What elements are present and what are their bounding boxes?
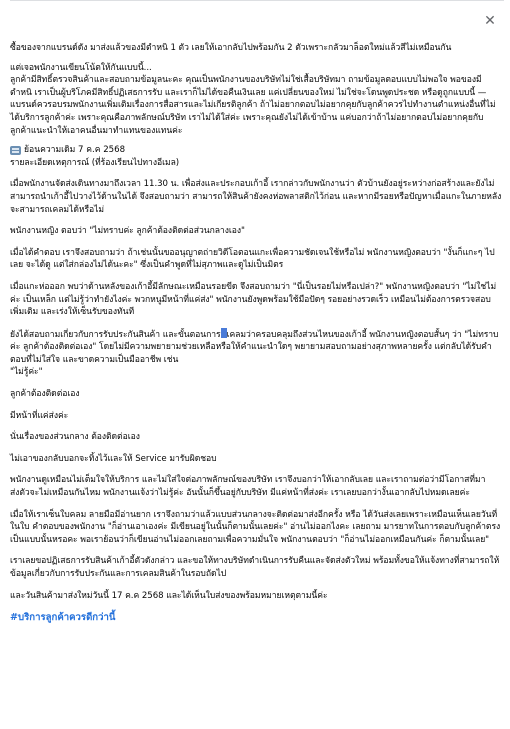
post-topbar bbox=[10, 0, 504, 35]
event-paragraph-5 bbox=[10, 328, 502, 367]
event-paragraph-7: พนักงานดูเหมือนไม่เต็มใจให้บริการ และไม่ใส่ใจต่อภาพลักษณ์ของบริษัท เราจึงบอกว่าให้เอากลับเลย และเราถามต่อว่ามีโอกาสที่มาส่งตัวจะไม่เหมือนกันไหม พนักงานแจ้งว่าไม่รู้ค่ะ อันนั้นก็ขึ้นอยู่กับบริษัท มีแค่หน้าที่ส่งค่ะ เราเลยบอกว่างั้นเอากลับไปหมดเลยค่ะ bbox=[10, 475, 486, 499]
event-paragraph-10: และวันสินค้ามาส่งใหม่วันนี้ 17 ค.ค 2568 และได้เห็นใบส่งของพร้อมหมายเหตุตามนี้ค่ะ bbox=[10, 590, 328, 601]
quote-label: ย้อนความเดิม 7 ค.ค 2568 bbox=[24, 145, 126, 156]
quote-icon bbox=[10, 146, 21, 155]
staff-quote-3: มีหน้าที่แค่ส่งค่ะ bbox=[10, 410, 69, 421]
event-paragraph-8: เมื่อให้เราเซ็นใบคลม ลายมือมีอ่านยาก เราจึงถามว่าแล้วแบบส่วนกลางจะติดต่อมาส่งอีกครั้ง หรือ ได้วันส่งเลยเพราะเหมือนเห็นเลยวันที่ในใบ คำตอบของพนักงาน "ก็อ่านเอาเองค่ะ มีเขียนอยู่ในนั้นก็ตามนั้นเลยค่ะ" อ่านไม่ออกไงคะ เลยถาม มารยาทในการตอบกับลูกค้าตรงเป็นแบบนั้นหรอคะ พอเราย้อนว่าก็เขียนอ่านไม่ออกเลยถามเพื่อความมั่นใจ พนักงานตอบว่า "ก็อ่านไม่ออกเหมือนกันค่ะ ก็ตามนั้นเลย" bbox=[10, 509, 501, 545]
post-complaint: แต่เจอพนักงานเขียนโน้ตให้กันแบบนี้... ลูกค้ามีสิทธิ์ตรวจสินค้าและสอบถามข้อมูลนะคะ คุณเป็นพนักงานของบริษัทไม่ใช่เสื้อบริษัทมา ถามข้อมูลตอบแบบไม่พอใจ พอของมีตำหนิ เราเป็นผู้บริโภคมีสิทธิ์ปฏิเสธการรับ และเราก็ไม่ได้ขอคืนเงินเลย แค่เปลี่ยนของใหม่ ไม่ใช่จะโดนพูดประชด หรือดูถูกแบบนี้ — แบรนด์ควรอบรมพนักงานเพิ่มเติมเรื่องการสื่อสารและไม่เกียรติลูกค้า ถ้าไม่อยากตอบไม่อยากคุยกับลูกค้าควรไปทำงานตำแหน่งอื่นที่ไม่ได้บริการลูกค้าค่ะ เพราะคุณคือภาพลักษณ์บริษัท เราไม่ได้ใส่ค่ะ เพราะคุณยังไม่ได้เข้าบ้าน แค่บอกว่าถ้าไม่อยากตอบไม่อยากคุยกับลูกค้าแนะนำให้เอาคนอื่นมาทำแทนของแทนค่ะ bbox=[10, 62, 496, 136]
event-paragraph-6: ไม่เอาของกลับบอกจะทิ้งไว้และให้ Service มารับผิดชอบ bbox=[10, 453, 217, 464]
event-paragraph-1: เมื่อพนักงานจัดส่งเดินทางมาถึงเวลา 11.30 น. เพื่อส่งและประกอบเก้าอี้ เรากล่าวกับพนักงานว่า ตัวบ้านยังอยู่ระหว่างก่อสร้างและยังไม่สามารถนำเก้าอี้ไปวางไว้ด้านในได้ จึงสอบถามว่า สามารถให้สินค้ายังคงห่อพลาสติกไว้ก่อน และหากมีรอยหรือปัญหาเมื่อแกะในภายหลัง จะสามารถเคลมได้หรือไม่ bbox=[10, 179, 502, 215]
hashtag-link[interactable]: #บริการลูกค้าควรดีกว่านี้ bbox=[10, 612, 116, 624]
event-paragraph-3: เมื่อได้คำตอบ เราจึงสอบถามว่า ถ้าเช่นนั้นขออนุญาตถ่ายวิดีโอตอนแกะเพื่อความชัดเจนใช้หรือไม่ พนักงานหญิงตอบว่า "งั้นก็แกะๆ ไปเลย จะได้ดู แต่ใส่กล่องไม่ได้นะคะ" ซึ่งเป็นคำพูดที่ไม่สุภาพและดูไม่เป็นมิตร bbox=[10, 247, 495, 271]
event-details-heading: รายละเอียดเหตุการณ์ (ที่ร้องเรียนไปทางอีเมล) bbox=[10, 157, 180, 168]
post-body bbox=[10, 42, 502, 625]
staff-quote-1: "ไม่รู้ค่ะ" bbox=[10, 367, 43, 378]
event-paragraph-2: พนักงานหญิง ตอบว่า "ไม่ทราบค่ะ ลูกค้าต้องติดต่อส่วนกลางเอง" bbox=[10, 226, 245, 237]
event-paragraph-5b: เคลมว่าครอบคลุมถึงส่วนไหนของเก้าอี้ พนักงานหญิงตอบสั้นๆ ว่า "ไม่ทราบค่ะ ลูกค้าต้องติดต่อเอง" โดยไม่มีความพยายามช่วยเหลือหรือให้คำแนะนำใดๆ พยายามสอบถามอย่างสุภาพหลายครั้ง แต่กลับได้รับคำตอบที่ไม่ใส่ใจ และขาดความเป็นมืออาชีพ เช่น bbox=[10, 329, 499, 365]
staff-quote-2: ลูกค้าต้องติดต่อเอง bbox=[10, 389, 80, 400]
staff-quote-4: นั่นเรื่องของส่วนกลาง ต้องติดต่อเอง bbox=[10, 432, 140, 443]
post-intro: ซื้อของจากแบรนด์ดัง มาส่งแล้วของมีตำหนิ 1 ตัว เลยให้เอากลับไปพร้อมกัน 2 ตัวเพราะกลัวมาล็อตใหม่แล้วสีไม่เหมือนกัน bbox=[10, 43, 452, 53]
quote-header bbox=[10, 144, 502, 157]
event-paragraph-5a: ยังได้สอบถามเกี่ยวกับการรับประกันสินค้า และขั้นตอนการ bbox=[10, 329, 221, 340]
event-paragraph-9: เราเลยขอปฏิเสธการรับสินค้าเก้าอี้ตัวดังกล่าว และขอให้ทางบริษัทดำเนินการรับคืนและจัดส่งตัวใหม่ พร้อมทั้งขอให้แจ้งทางที่สามารถให้ข้อมูลเกี่ยวกับการรับประกันและการเคลมสินค้าในรอบถัดไป bbox=[10, 556, 500, 579]
close-icon[interactable]: ✕ bbox=[484, 13, 496, 29]
event-paragraph-4: เมื่อแกะห่อออก พบว่าด้านหลังของเก้าอี้มีลักษณะเหมือนรอยขีด จึงสอบถามว่า "นี่เป็นรอยไม่หรือเปล่า?" พนักงานหญิงตอบว่า "ไม่ใช่ไม่ค่ะ เป็นเหล็ก แต่ไม่รู้ว่าทำยังไงค่ะ พวกหนูมีหน้าที่แค่ส่ง" พนักงานยังพูดพร้อมใช้มือปัดๆ รอยอย่างรวดเร็ว เหมือนไม่ต้องการตรวจสอบเพิ่มเติม และเร่งให้เซ็นรับของทันที bbox=[10, 281, 497, 318]
